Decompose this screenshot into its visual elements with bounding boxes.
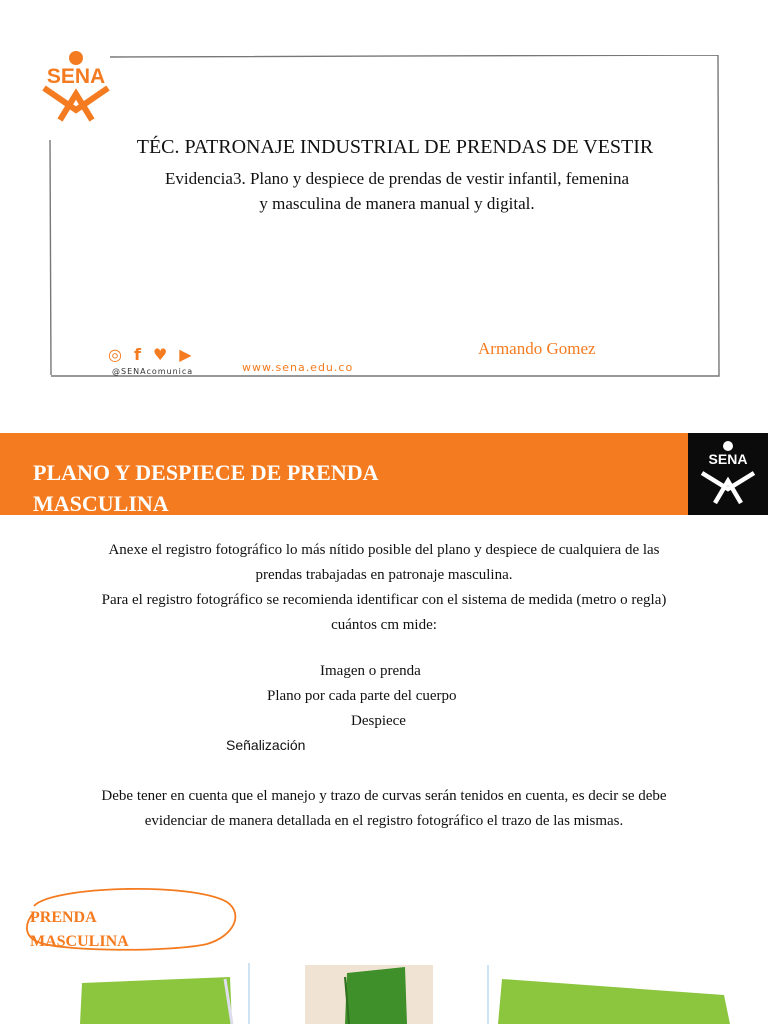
section-title: PLANO Y DESPIECE DE PRENDA MASCULINA <box>33 460 378 516</box>
subtitle-line-1: Evidencia3. Plano y despiece de prendas de vestir infantil, femenina <box>164 169 630 188</box>
social-icons <box>108 346 223 366</box>
list-item-senalizacion: Señalización <box>226 737 306 753</box>
facebook-icon[interactable]: f <box>133 345 141 364</box>
sena-logo-dark <box>688 433 768 515</box>
garment-photo-3 <box>486 965 740 1024</box>
garment-photo-1 <box>60 963 250 1024</box>
tag-line-1: PRENDA <box>30 909 97 926</box>
garment-tag <box>30 906 129 954</box>
p3-line-2: evidenciar de manera detallada en el registro fotográfico el trazo de las mismas. <box>144 813 624 829</box>
website-link[interactable]: www.sena.edu.co <box>242 361 354 374</box>
social-handle: @SENAcomunica <box>112 367 194 376</box>
instruction-paragraph-3 <box>20 784 748 834</box>
instagram-icon[interactable]: ◎ <box>108 345 122 364</box>
p2-line-1: Para el registro fotográfico se recomienda identificar con el sistema de medida (metro o regla) <box>101 592 667 608</box>
subtitle-line-2: y masculina de manera manual y digital. <box>259 194 535 213</box>
instruction-paragraph-2 <box>20 588 748 638</box>
list-item-plano: Plano por cada parte del cuerpo <box>267 688 457 704</box>
youtube-icon[interactable]: ▶ <box>179 345 192 364</box>
section-header <box>0 433 768 515</box>
program-title: TÉC. PATRONAJE INDUSTRIAL DE PRENDAS DE VESTIR <box>136 136 654 158</box>
sena-logo-text: SENA <box>46 65 106 88</box>
title-slide <box>0 0 768 400</box>
list-item-despiece: Despiece <box>351 713 406 729</box>
evidence-subtitle <box>112 166 682 216</box>
tag-line-2: MASCULINA <box>30 933 129 950</box>
title-frame <box>48 55 720 377</box>
list-item-image: Imagen o prenda <box>320 663 421 679</box>
p2-line-2: cuántos cm mide: <box>331 617 437 633</box>
sena-logo-text-dark: SENA <box>708 451 748 467</box>
instruction-paragraph-1 <box>20 538 748 588</box>
twitter-icon[interactable]: ♥ <box>152 345 168 364</box>
garment-photo-2 <box>305 965 433 1024</box>
p1-line-1: Anexe el registro fotográfico lo más nítido posible del plano y despiece de cualquiera de las <box>108 542 660 558</box>
p3-line-1: Debe tener en cuenta que el manejo y trazo de curvas serán tenidos en cuenta, es decir se debe <box>101 788 667 804</box>
p1-line-2: prendas trabajadas en patronaje masculina. <box>255 567 513 583</box>
author-name: Armando Gomez <box>478 339 596 358</box>
